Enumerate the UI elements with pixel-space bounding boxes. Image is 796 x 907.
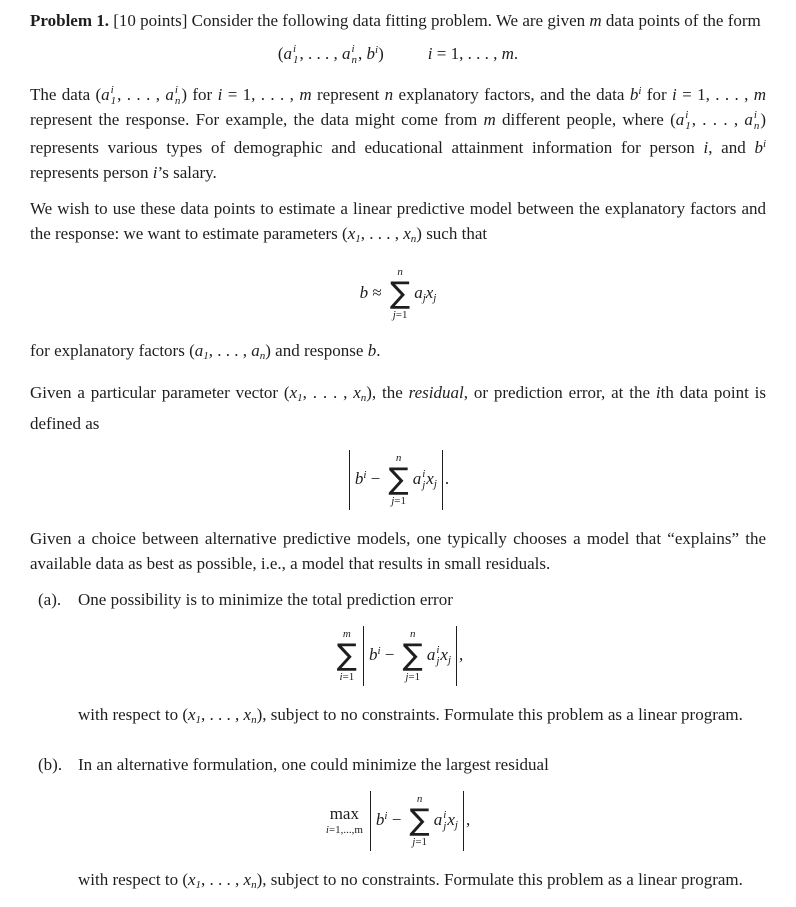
- big-sum-operator: [389, 452, 409, 508]
- sup-sub-stack: i j: [422, 468, 426, 492]
- item-b-body: [70, 752, 766, 907]
- sup-sub-stack: i n: [351, 43, 358, 67]
- item-b-outro: with respect to (x1, . . . , xn), subject to no constraints. Formulate this problem as a linear program.: [78, 870, 743, 892]
- paragraph-residual-definition: Given a particular parameter vector (x1, . . . , xn), the residual, or prediction error, at the ith data point is defined as: [30, 383, 767, 434]
- absolute-value-group: $b^i$ − n ∑ j=1 a i j xj: [349, 450, 443, 510]
- big-sum-operator: [390, 266, 410, 322]
- max-label: max: [329, 804, 359, 824]
- sum-lower-limit: j=1: [412, 835, 428, 848]
- sigma-glyph: ∑: [409, 803, 430, 839]
- sum-upper-limit: n: [397, 266, 403, 279]
- paragraph-explanatory-factors: for explanatory factors (a1, . . . , an) and response b.: [30, 341, 381, 363]
- sup-sub-stack: i 1: [110, 84, 117, 108]
- item-a-outro: with respect to (x1, . . . , xn), subject to no constraints. Formulate this problem as a linear program.: [78, 705, 743, 727]
- max-operator: [326, 805, 363, 837]
- sigma-glyph: ∑: [388, 462, 409, 498]
- equation-total-error: m ∑ i=1 $b^i$ − n ∑ j=1 a i j xj ,: [30, 626, 766, 686]
- equation-data-points: (a i 1 , . . . , a i n , $b^i$) i = 1, . . . , m.: [277, 43, 519, 67]
- sum-lower-limit: j=1: [391, 494, 406, 507]
- equation-residual: $b^i$ − n ∑ j=1 a i j xj .: [30, 450, 766, 510]
- equation-linear-model: b ≈ n ∑ j=1 ajxj: [359, 266, 437, 321]
- sum-lower-limit: j=1: [392, 308, 408, 321]
- sum-lower-limit: j=1: [405, 670, 421, 683]
- equation-largest-residual: max i=1,...,m $b^i$ − n ∑ j=1 a i j xj ,: [30, 791, 766, 851]
- sum-upper-limit: n: [416, 793, 423, 806]
- item-a-intro: One possibility is to minimize the total prediction error: [78, 590, 453, 610]
- sigma-glyph: ∑: [389, 276, 411, 312]
- big-sum-operator: [337, 628, 357, 684]
- absolute-value-group: $b^i$ − n ∑ j=1 a i j xj: [370, 791, 464, 851]
- item-a-body: [70, 587, 766, 742]
- sigma-glyph: ∑: [336, 638, 357, 674]
- sup-sub-stack: i 1: [293, 43, 299, 67]
- paragraph-data-description: The data (a i 1 , . . . , a i n ) for i = 1, . . . , m represent n explanatory factors, and the data $b^i$ for i = 1, . . . , m represent the response. For example, the data might come from m different people, where (a i 1 , . . . , a i n ) represents various types of demographic and educational attainment information for person i, and $b^i$ represents person i’s salary.: [30, 84, 767, 183]
- sum-upper-limit: m: [342, 628, 351, 641]
- max-lower-limit: i=1,...,m: [325, 823, 363, 836]
- sup-sub-stack: i j: [436, 644, 440, 668]
- list-item-b: [30, 752, 766, 907]
- paragraph-model-choice: Given a choice between alternative predictive models, one typically chooses a model that “explains” the available data as best as possible, i.e., a model that results in small residuals.: [30, 529, 766, 574]
- item-b-intro: In an alternative formulation, one could minimize the largest residual: [78, 755, 549, 775]
- sup-sub-stack: i n: [753, 109, 760, 133]
- list-item-a: [30, 587, 766, 742]
- sup-sub-stack: i j: [443, 809, 447, 833]
- sum-lower-limit: i=1: [339, 670, 355, 683]
- paragraph-model-goal: We wish to use these data points to estimate a linear predictive model between the explanatory factors and the response: we want to estimate parameters (x1, . . . , xn) such that: [30, 199, 766, 246]
- sup-sub-stack: i n: [174, 84, 181, 108]
- item-a-label: (a).: [38, 590, 62, 610]
- big-sum-operator: [410, 793, 430, 849]
- big-sum-operator: [403, 628, 423, 684]
- sum-upper-limit: n: [395, 452, 402, 465]
- sigma-glyph: ∑: [402, 638, 423, 674]
- sum-upper-limit: n: [409, 628, 416, 641]
- absolute-value-group: $b^i$ − n ∑ j=1 a i j xj: [363, 626, 457, 686]
- item-b-label: (b).: [38, 755, 63, 775]
- paragraph-problem-statement: Problem 1. [10 points] Consider the following data fitting problem. We are given m data points of the form: [30, 11, 761, 30]
- sup-sub-stack: i 1: [685, 109, 691, 133]
